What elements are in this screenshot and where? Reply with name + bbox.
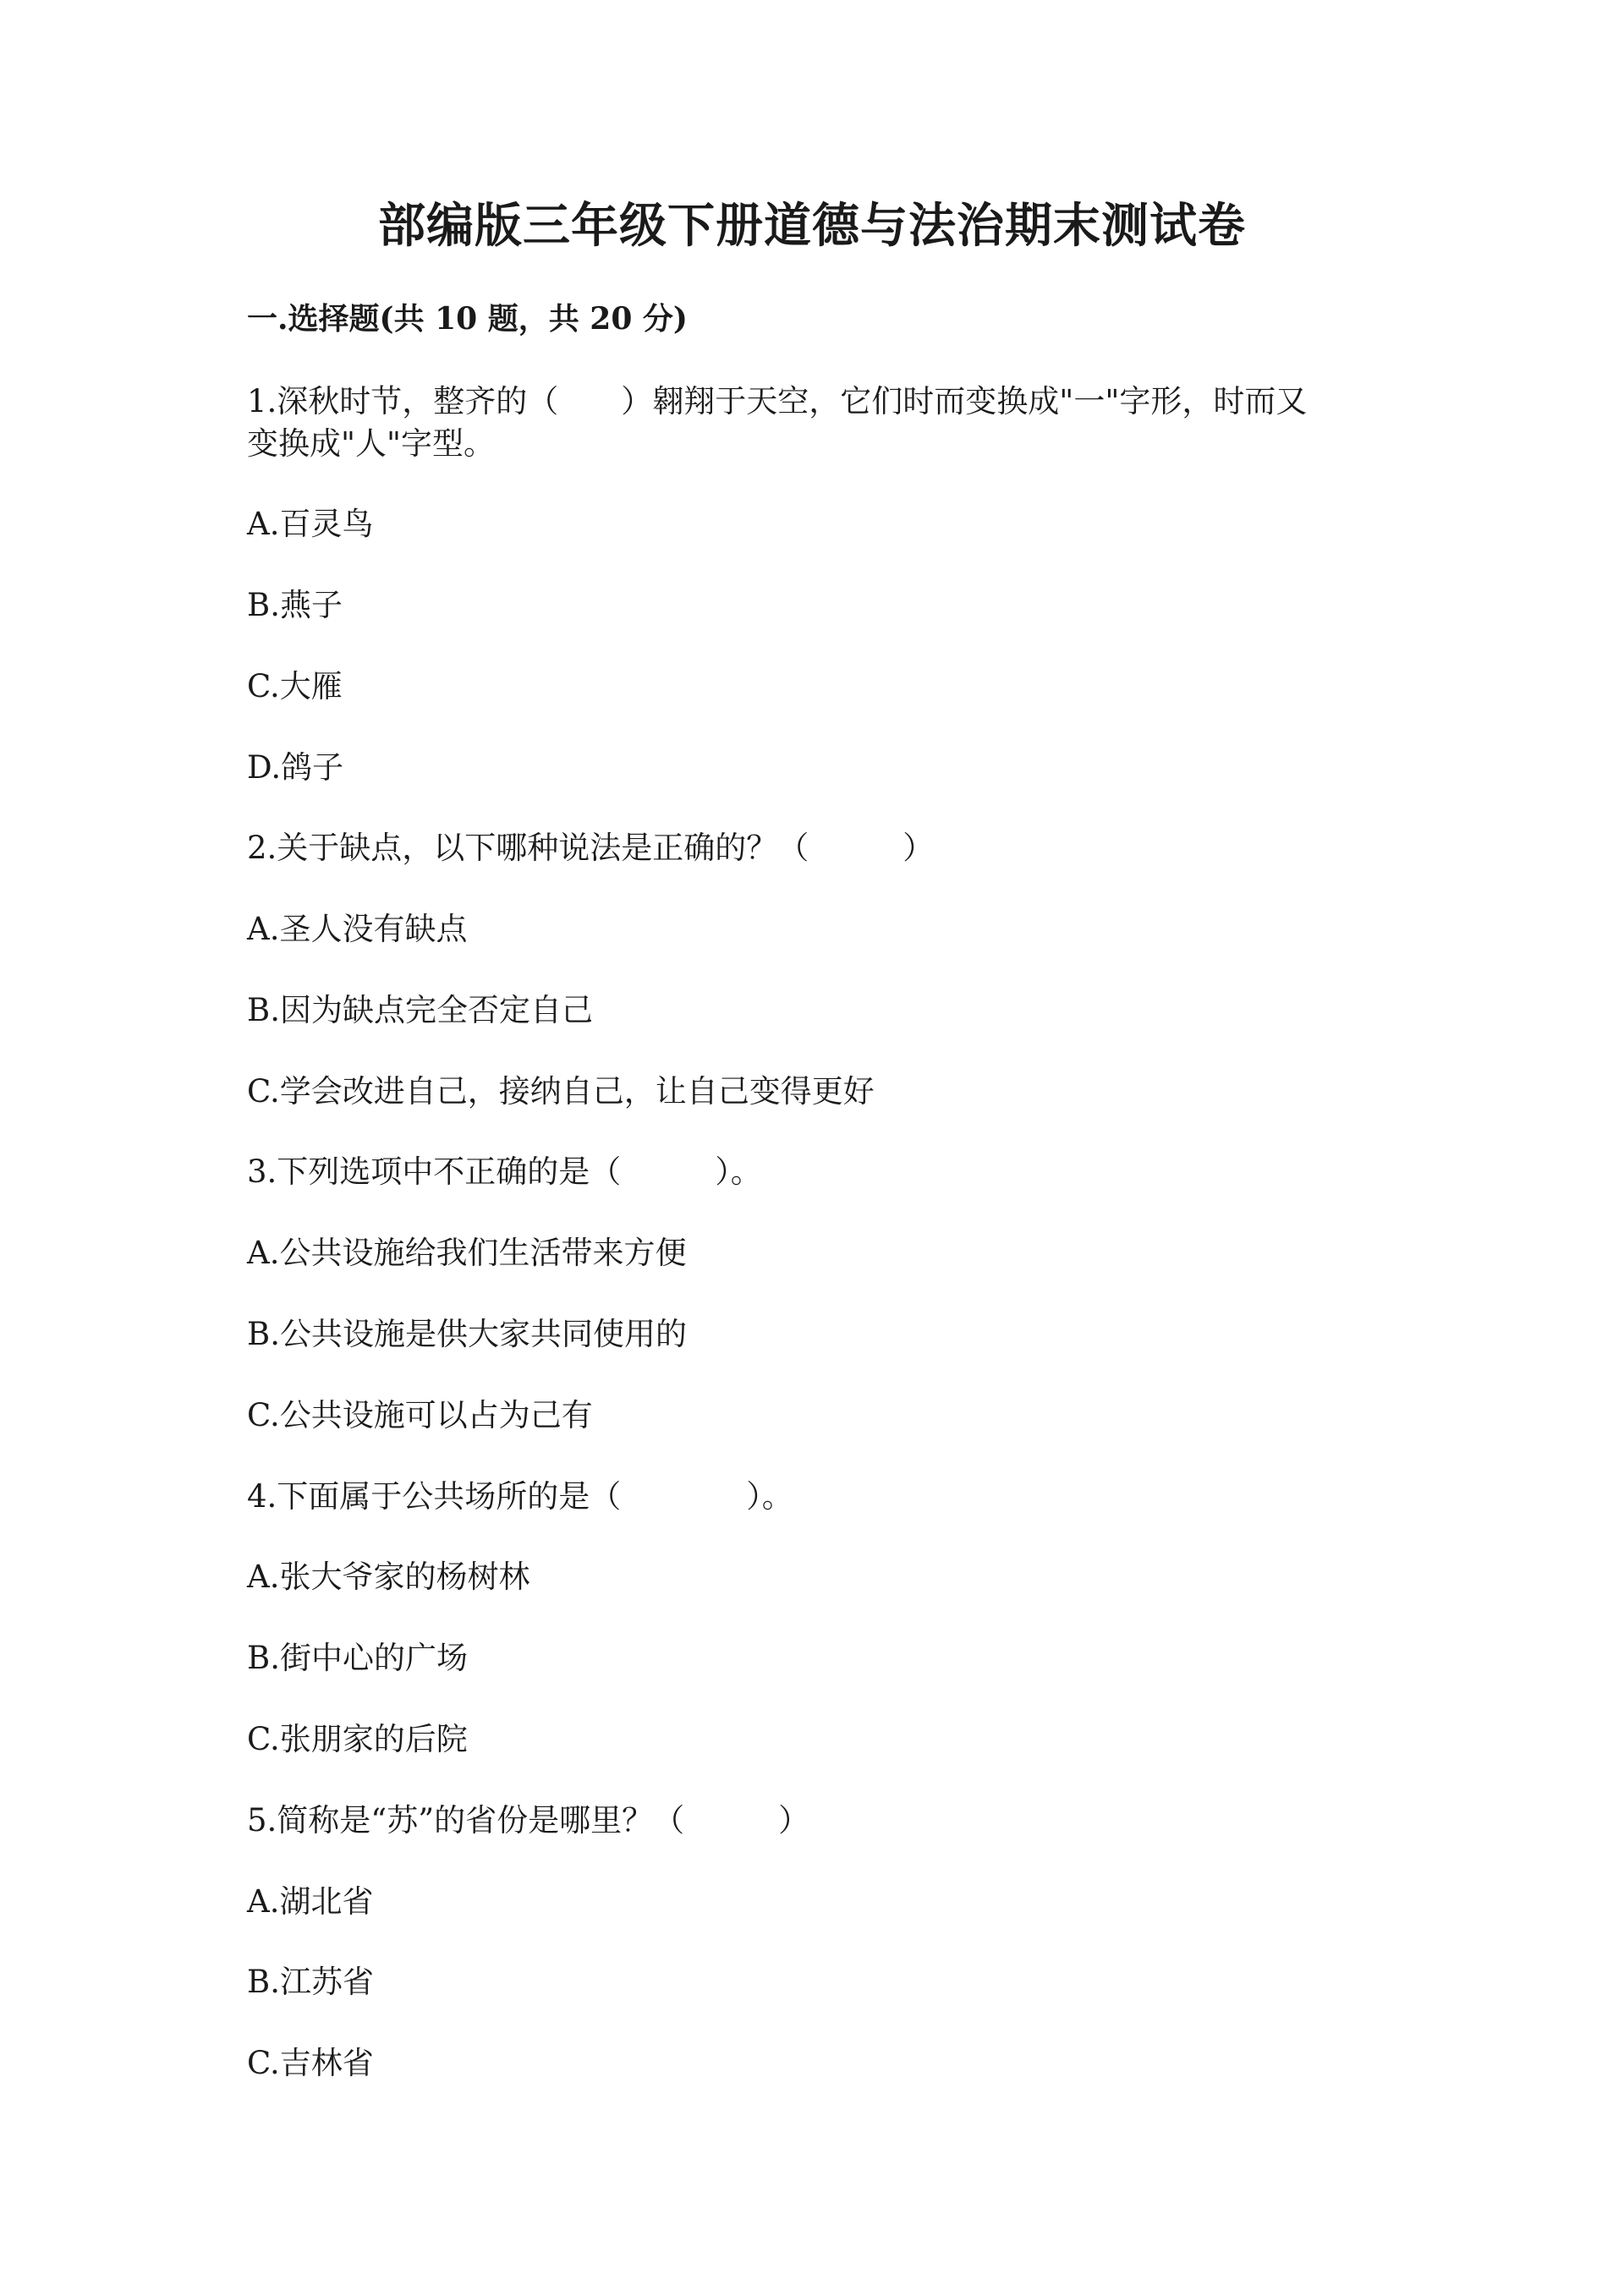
question-1-option-d: D.鸽子 [247,749,344,786]
question-4-option-c: C.张朋家的后院 [247,1721,468,1757]
question-5-option-b: B.江苏省 [247,1964,374,2000]
question-5-stem: 5.简称是“苏”的省份是哪里？（ ） [247,1802,810,1838]
section-heading: 一.选择题(共 10 题，共 20 分) [247,301,688,337]
question-2-option-a: A.圣人没有缺点 [247,911,468,947]
page-title: 部编版三年级下册道德与法治期末测试卷 [378,198,1246,254]
question-1-option-a: A.百灵鸟 [247,506,374,542]
question-2-option-c: C.学会改进自己，接纳自己，让自己变得更好 [247,1073,875,1110]
question-4-option-b: B.街中心的广场 [247,1640,468,1676]
question-1-stem-line-2: 变换成"人"字型。 [247,425,496,462]
question-1-option-c: C.大雁 [247,668,343,704]
question-3-option-b: B.公共设施是供大家共同使用的 [247,1316,687,1352]
question-3-option-c: C.公共设施可以占为己有 [247,1397,593,1433]
question-5-option-c: C.吉林省 [247,2045,374,2081]
question-3-stem: 3.下列选项中不正确的是（ ）。 [247,1153,762,1190]
question-5-option-a: A.湖北省 [247,1883,374,1920]
question-2-option-b: B.因为缺点完全否定自己 [247,992,593,1028]
question-1-stem-line-1: 1.深秋时节，整齐的（ ）翱翔于天空，它们时而变换成"一"字形，时而又 [247,383,1308,419]
question-4-stem: 4.下面属于公共场所的是（ ）。 [247,1478,793,1515]
question-2-stem: 2.关于缺点，以下哪种说法是正确的？（ ） [247,830,935,866]
question-1-option-b: B.燕子 [247,587,343,623]
question-4-option-a: A.张大爷家的杨树林 [247,1559,530,1595]
question-3-option-a: A.公共设施给我们生活带来方便 [247,1235,687,1271]
